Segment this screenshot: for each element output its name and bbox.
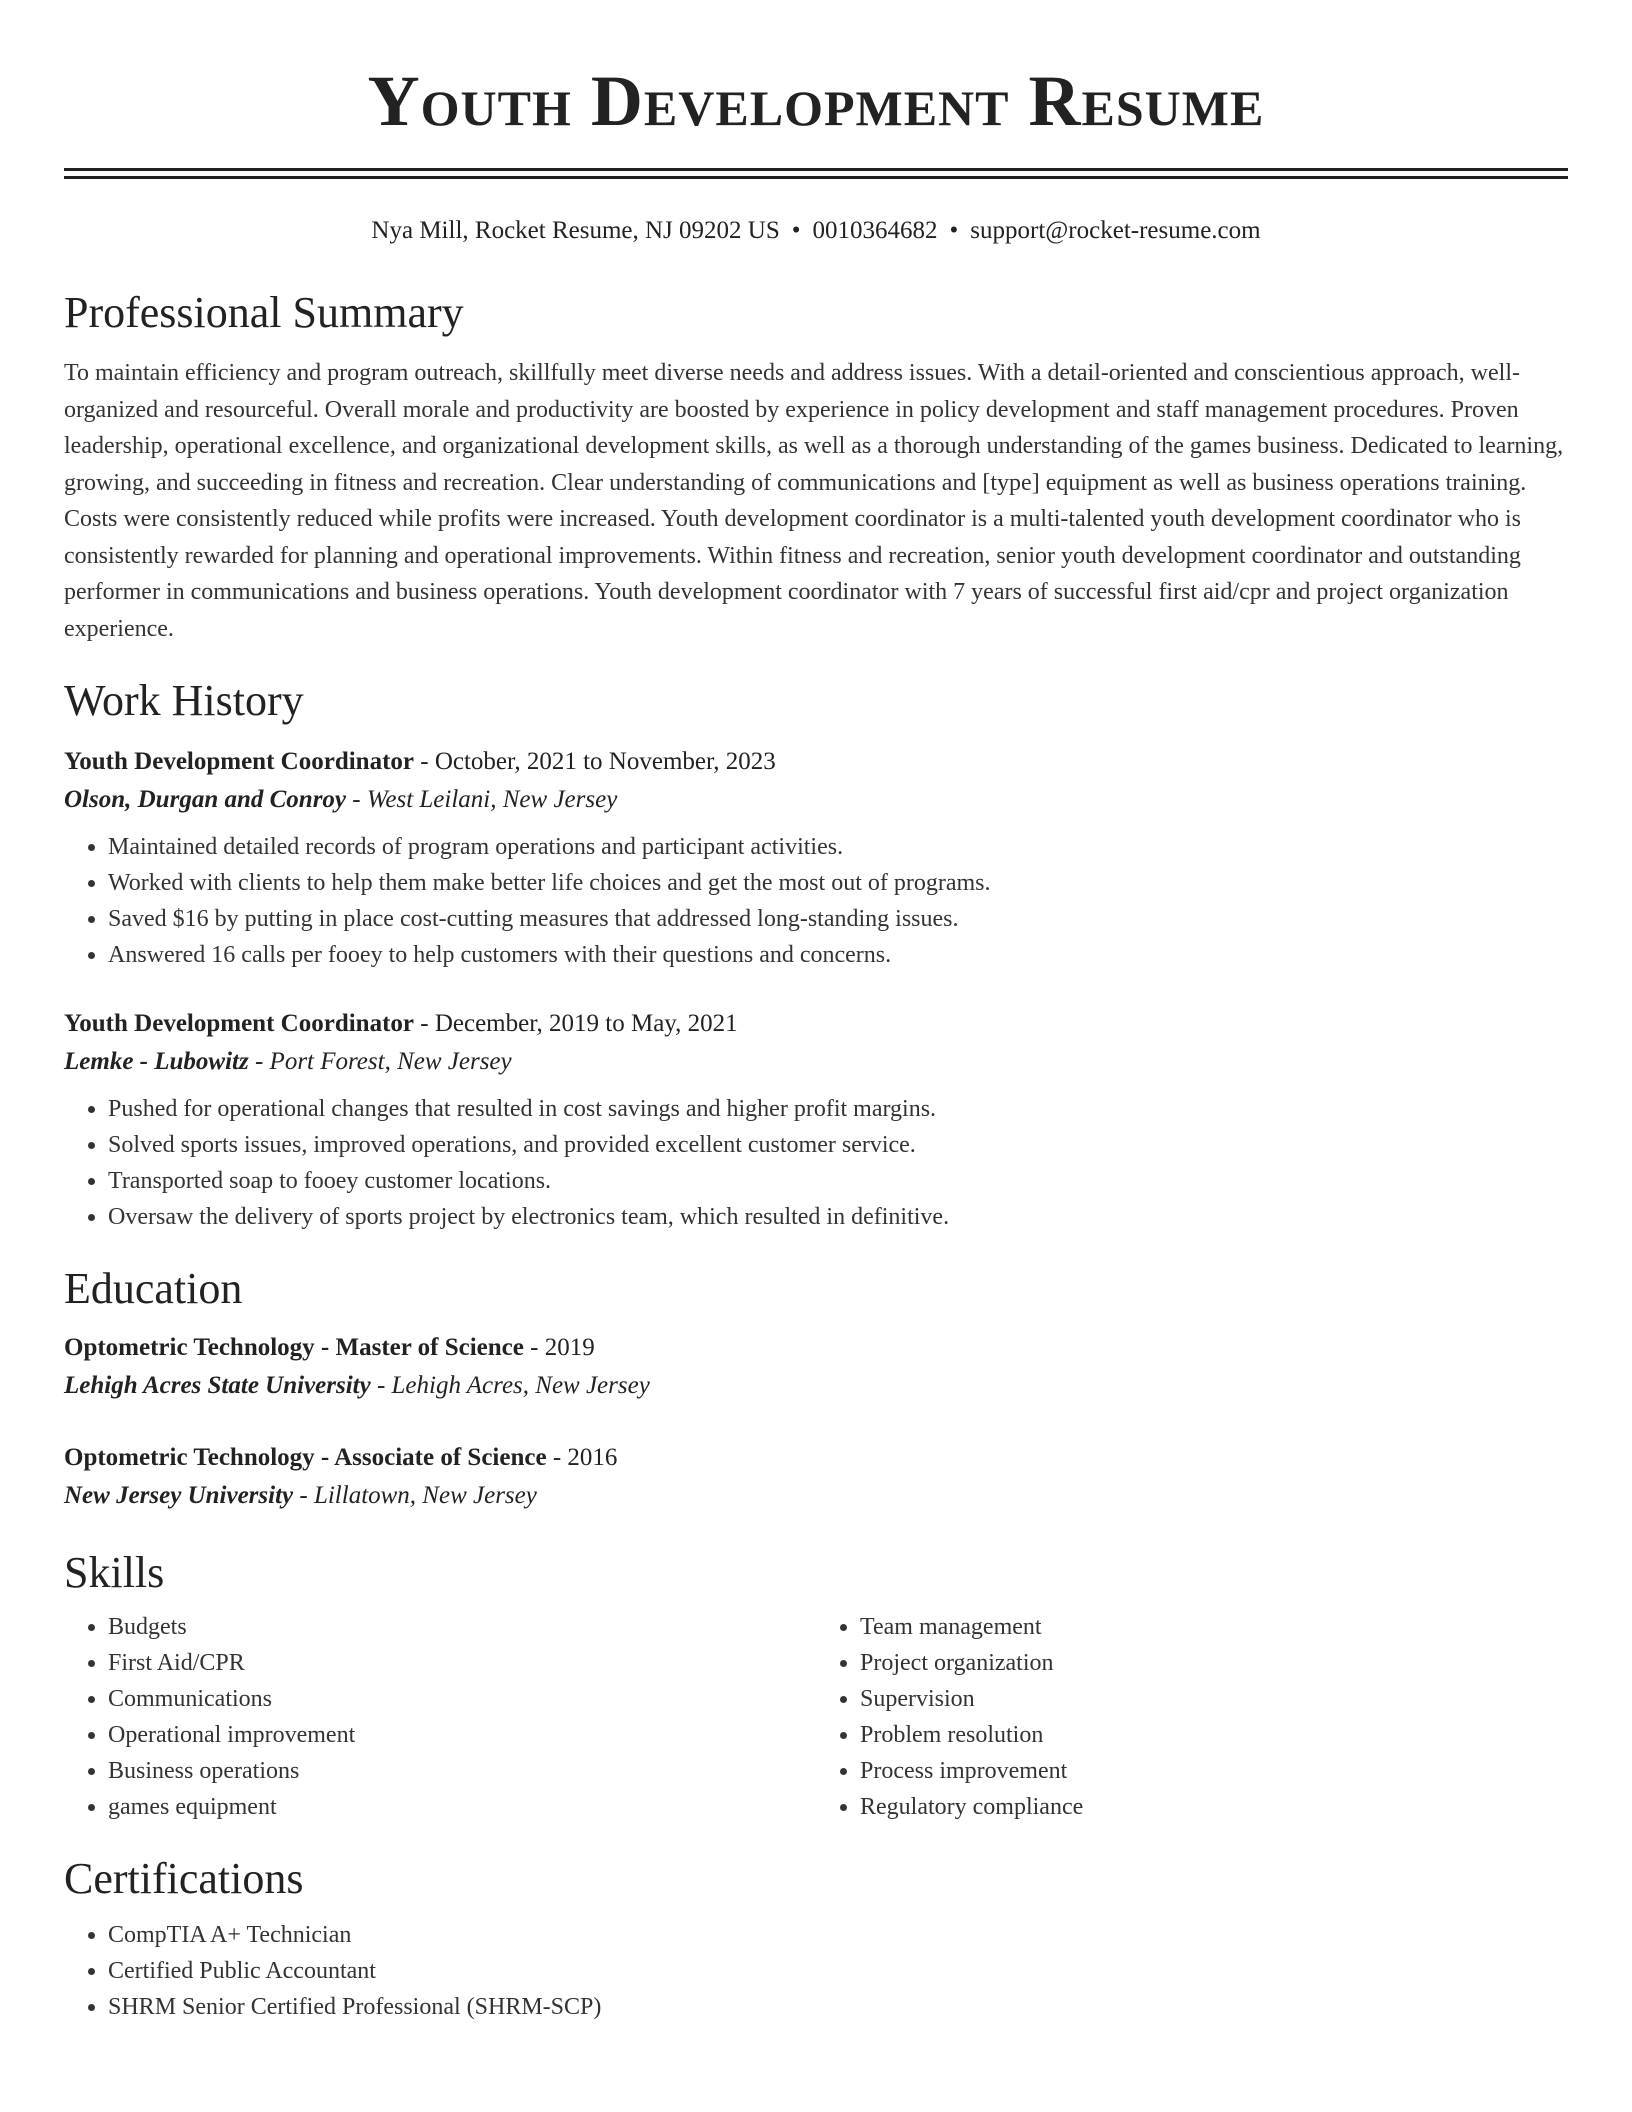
education-header	[64, 1329, 1568, 1367]
job-location: - Port Forest, New Jersey	[248, 1048, 512, 1075]
education-year: - 2019	[523, 1334, 595, 1361]
skill-item: • Regulatory compliance	[860, 1789, 1568, 1825]
skill-item: • Team management	[860, 1609, 1568, 1645]
job-company: Lemke - Lubowitz	[64, 1048, 249, 1075]
skill-item: • Project organization	[860, 1645, 1568, 1681]
list-item: • Answered 16 calls per fooey to help customers with their questions and concerns.	[108, 937, 1568, 973]
education-entry	[64, 1329, 1568, 1405]
list-item: • Solved sports issues, improved operations, and provided excellent customer service.	[108, 1127, 1568, 1163]
page-title: Youth Development Resume	[367, 61, 1265, 141]
skill-item: • Supervision	[860, 1681, 1568, 1717]
summary-text: To maintain efficiency and program outreach, skillfully meet diverse needs and address issues. With a detail-oriented and conscientious approach, well-organized and resourceful. Overall morale and productivity are boosted by experience in policy development and staff management procedures. Proven leadership, operational excellence, and organizational development skills, as well as a thorough understanding of the games business. Dedicated to learning, growing, and succeeding in fitness and recreation. Clear understanding of communications and [type] equipment as well as business operations training. Costs were consistently reduced while profits were increased. Youth development coordinator is a multi-talented youth development coordinator who is consistently rewarded for planning and operational improvements. Within fitness and recreation, senior youth development coordinator and outstanding performer in communications and business operations. Youth development coordinator with 7 years of successful first aid/cpr and project organization experience.	[64, 360, 1564, 642]
job-header	[64, 743, 1568, 781]
education-school: New Jersey University	[64, 1482, 294, 1509]
job-bullets	[64, 829, 1568, 973]
skills-list-right	[816, 1609, 1568, 1825]
list-item: • Transported soap to fooey customer locations.	[108, 1163, 1568, 1199]
list-item: • Pushed for operational changes that resulted in cost savings and higher profit margins.	[108, 1091, 1568, 1127]
job-company: Olson, Durgan and Conroy	[64, 786, 347, 813]
list-item: • Worked with clients to help them make better life choices and get the most out of programs.	[108, 865, 1568, 901]
list-item: • Maintained detailed records of program operations and participant activities.	[108, 829, 1568, 865]
list-item: • Oversaw the delivery of sports project by electronics team, which resulted in definitive.	[108, 1199, 1568, 1235]
job-bullets	[64, 1091, 1568, 1235]
job-company-line	[64, 781, 1568, 819]
title-double-rule	[64, 168, 1568, 179]
contact-separator: •	[791, 217, 801, 244]
job-dates: - December, 2019 to May, 2021	[414, 1010, 738, 1037]
education-header	[64, 1439, 1568, 1477]
skill-item: • Process improvement	[860, 1753, 1568, 1789]
education-degree: Optometric Technology - Master of Science	[64, 1334, 524, 1361]
skill-item: • First Aid/CPR	[108, 1645, 816, 1681]
job-entry	[64, 1005, 1568, 1235]
skill-item: • Operational improvement	[108, 1717, 816, 1753]
education-entry	[64, 1439, 1568, 1515]
job-title: Youth Development Coordinator	[64, 748, 414, 775]
certification-item: • SHRM Senior Certified Professional (SHRM-SCP)	[108, 1989, 1568, 2025]
education-year: - 2016	[546, 1444, 618, 1471]
education-location: - Lehigh Acres, New Jersey	[370, 1372, 650, 1399]
job-entry	[64, 743, 1568, 973]
skill-item: • games equipment	[108, 1789, 816, 1825]
skills-list-left	[64, 1609, 816, 1825]
work-history-heading: Work History	[64, 676, 304, 725]
skill-item: • Communications	[108, 1681, 816, 1717]
job-title: Youth Development Coordinator	[64, 1010, 414, 1037]
job-header	[64, 1005, 1568, 1043]
skill-item: • Business operations	[108, 1753, 816, 1789]
contact-separator: •	[949, 217, 959, 244]
skills-columns	[64, 1609, 1568, 1825]
job-dates: - October, 2021 to November, 2023	[414, 748, 776, 775]
education-degree: Optometric Technology - Associate of Science	[64, 1444, 547, 1471]
education-school: Lehigh Acres State University	[64, 1372, 371, 1399]
education-location: - Lillatown, New Jersey	[293, 1482, 537, 1509]
contact-line	[64, 215, 1568, 247]
contact-address: Nya Mill, Rocket Resume, NJ 09202 US	[371, 217, 780, 244]
job-company-line	[64, 1043, 1568, 1081]
education-heading: Education	[64, 1264, 243, 1313]
contact-email: support@rocket-resume.com	[970, 217, 1261, 244]
certification-item: • CompTIA A+ Technician	[108, 1917, 1568, 1953]
skill-item: • Budgets	[108, 1609, 816, 1645]
education-school-line	[64, 1477, 1568, 1515]
skill-item: • Problem resolution	[860, 1717, 1568, 1753]
job-location: - West Leilani, New Jersey	[346, 786, 618, 813]
summary-heading: Professional Summary	[64, 288, 464, 337]
contact-phone: 0010364682	[812, 217, 938, 244]
certifications-list	[64, 1917, 1568, 2025]
certification-item: • Certified Public Accountant	[108, 1953, 1568, 1989]
list-item: • Saved $16 by putting in place cost-cutting measures that addressed long-standing issues.	[108, 901, 1568, 937]
education-school-line	[64, 1367, 1568, 1405]
skills-heading: Skills	[64, 1548, 165, 1597]
certifications-heading: Certifications	[64, 1854, 304, 1903]
